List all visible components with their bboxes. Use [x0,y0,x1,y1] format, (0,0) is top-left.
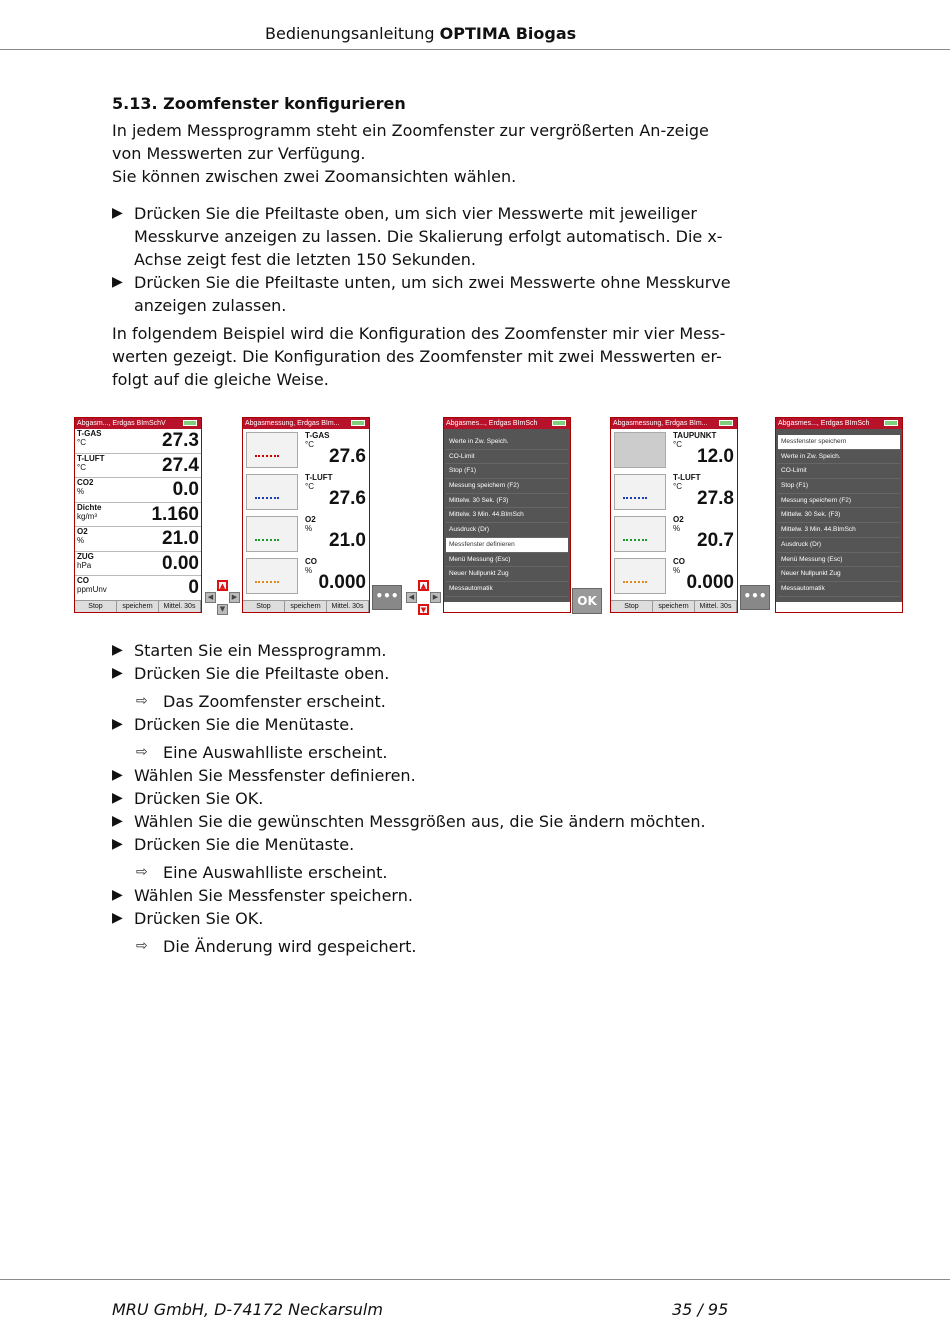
screen-measurement-list [74,417,202,613]
page-header [0,0,950,50]
example-line: In folgendem Beispiel wird die Konfiguration des Zoomfenster mir vier Mess- [112,324,726,343]
menu-item[interactable]: Werte in Zw. Speich. [778,450,900,465]
screen-title: Abgasm..., Erdgas BImSchV [75,418,201,429]
softkey-save[interactable]: speichern [117,601,159,612]
arrow-right-icon: ▶ [112,274,123,290]
arrow-right-key[interactable]: ▶ [229,592,240,603]
trend-graph [246,432,298,468]
header-title [265,24,576,43]
menu-item[interactable]: Messautomatik [778,582,900,597]
arrow-keypad [205,580,241,616]
softkey-save[interactable]: speichern [653,601,695,612]
softkey-stop[interactable]: Stop [611,601,653,612]
bullet-line: Drücken Sie die Pfeiltaste unten, um sich zwei Messwerte ohne Messkurve [134,273,731,292]
softkey-average[interactable]: Mittel. 30s [159,601,201,612]
softkey-stop[interactable]: Stop [75,601,117,612]
trend-graph [614,474,666,510]
screen-title: Abgasmes..., Erdgas BImSch [444,418,570,429]
trend-graph [246,516,298,552]
battery-icon [884,420,898,426]
result-item: ⇨ Das Zoomfenster erscheint. [136,692,386,711]
arrow-right-key[interactable]: ▶ [430,592,441,603]
intro-line: von Messwerten zur Verfügung. [112,144,366,163]
menu-item[interactable]: Mittelw. 30 Sek. (F3) [778,508,900,523]
arrow-right-icon: ▶ [112,836,123,852]
trend-graph [614,432,666,468]
menu-item[interactable]: Mittelw. 3 Min. 44.BImSch [446,508,568,523]
bullet-item [112,271,732,317]
page-number: 35 / 95 [672,1300,729,1319]
result-item: ⇨ Eine Auswahlliste erscheint. [136,863,388,882]
softkey-average[interactable]: Mittel. 30s [327,601,369,612]
step-item: ▶ Drücken Sie die Menütaste. [112,835,355,854]
screen-softkeys [243,600,369,612]
example-line: folgt auf die gleiche Weise. [112,370,329,389]
outline-arrow-icon: ⇨ [136,864,148,880]
value-row: CO2 % 0.0 [75,478,201,503]
outline-arrow-icon: ⇨ [136,693,148,709]
example-line: werten gezeigt. Die Konfiguration des Zoomfenster mit zwei Messwerten er- [112,347,722,366]
menu-item[interactable]: CO-Limit [446,450,568,465]
arrow-up-key[interactable]: ▲ [217,580,228,591]
menu-item[interactable]: Stop (F1) [446,464,568,479]
screen-zoom-four [242,417,370,613]
arrow-right-icon: ▶ [112,910,123,926]
menu-item[interactable]: Werte in Zw. Speich. [446,435,568,450]
value-row: Dichte kg/m³ 1.160 [75,503,201,528]
menu-key[interactable]: ••• [740,585,770,610]
header-title-prefix: Bedienungsanleitung [265,24,440,43]
menu-item[interactable]: Mittelw. 3 Min. 44.BImSch [778,523,900,538]
menu-item[interactable]: Ausdruck (Dr) [778,538,900,553]
step-list [112,639,732,958]
arrow-up-key[interactable]: ▲ [418,580,429,591]
arrow-left-key[interactable]: ◀ [406,592,417,603]
screen-menu-list [443,417,571,613]
arrow-right-icon: ▶ [112,205,123,221]
battery-icon [183,420,197,426]
arrow-right-icon: ▶ [112,642,123,658]
arrow-right-icon: ▶ [112,813,123,829]
zoom-row: TAUPUNKT °C 12.0 [611,429,737,471]
screen-menu-save [775,417,903,613]
footer-company: MRU GmbH, D-74172 Neckarsulm [112,1300,383,1319]
softkey-save[interactable]: speichern [285,601,327,612]
value-row: T-GAS °C 27.3 [75,429,201,454]
softkey-average[interactable]: Mittel. 30s [695,601,737,612]
result-item: ⇨ Eine Auswahlliste erscheint. [136,743,388,762]
step-item: ▶ Wählen Sie Messfenster definieren. [112,766,416,785]
menu-item[interactable]: Messung speichern (F2) [446,479,568,494]
trend-graph [614,516,666,552]
arrow-down-key[interactable]: ▼ [418,604,429,615]
menu-item[interactable]: Messung speichern (F2) [778,494,900,509]
intro-line: Sie können zwischen zwei Zoomansichten wählen. [112,167,517,186]
bullet-item [112,202,732,271]
menu-item[interactable]: Messautomatik [446,582,568,597]
menu-key[interactable]: ••• [372,585,402,610]
arrow-right-icon: ▶ [112,887,123,903]
screen-softkeys [611,600,737,612]
bullet-line: Drücken Sie die Pfeiltaste oben, um sich vier Messwerte mit jeweiliger [134,204,697,223]
section-title: 5.13. Zoomfenster konfigurieren [112,94,406,113]
menu-item[interactable]: Stop (F1) [778,479,900,494]
menu-item[interactable]: Menü Messung (Esc) [446,553,568,568]
bullet-line: anzeigen zulassen. [134,296,287,315]
arrow-right-icon: ▶ [112,790,123,806]
arrow-left-key[interactable]: ◀ [205,592,216,603]
arrow-right-icon: ▶ [112,665,123,681]
arrow-right-icon: ▶ [112,716,123,732]
value-row: CO ppmUnv 0 [75,576,201,601]
screen-title: Abgasmessung, Erdgas BIm... [243,418,369,429]
ok-key[interactable]: OK [572,588,602,614]
arrow-right-icon: ▶ [112,767,123,783]
menu-item[interactable]: Menü Messung (Esc) [778,553,900,568]
header-title-product: OPTIMA Biogas [439,24,577,43]
outline-arrow-icon: ⇨ [136,938,148,954]
step-item: ▶ Drücken Sie die Pfeiltaste oben. [112,664,390,683]
value-row: ZUG hPa 0.00 [75,552,201,577]
zoom-row: T-GAS °C 27.6 [243,429,369,471]
value-row: O2 % 21.0 [75,527,201,552]
battery-icon [351,420,365,426]
screen-title: Abgasmes..., Erdgas BImSch [776,418,902,429]
menu-item[interactable]: Neuer Nullpunkt Zug [446,567,568,582]
screen-zoom-four-edited [610,417,738,613]
trend-graph [246,474,298,510]
step-item: ▶ Drücken Sie OK. [112,909,264,928]
screen-title: Abgasmessung, Erdgas BIm... [611,418,737,429]
screenshot-strip [74,417,904,617]
section-content [112,92,732,391]
step-item: ▶ Wählen Sie Messfenster speichern. [112,886,413,905]
menu-item-selected[interactable]: Messfenster speichern [778,435,900,450]
step-item: ▶ Drücken Sie OK. [112,789,264,808]
zoom-row: O2 % 21.0 [243,513,369,555]
zoom-row: T-LUFT °C 27.6 [243,471,369,513]
outline-arrow-icon: ⇨ [136,744,148,760]
step-item: ▶ Starten Sie ein Messprogramm. [112,641,387,660]
bullet-line: Messkurve anzeigen zu lassen. Die Skalierung erfolgt automatisch. Die x- [134,227,723,246]
zoom-row: CO % 0.000 [611,555,737,597]
result-item: ⇨ Die Änderung wird gespeichert. [136,937,417,956]
menu-item[interactable]: CO-Limit [778,464,900,479]
trend-graph [614,558,666,594]
step-item: ▶ Wählen Sie die gewünschten Messgrößen aus, die Sie ändern möchten. [112,812,706,831]
value-row: T-LUFT °C 27.4 [75,454,201,479]
menu-item[interactable]: Neuer Nullpunkt Zug [778,567,900,582]
zoom-row: O2 % 20.7 [611,513,737,555]
menu-item[interactable]: Ausdruck (Dr) [446,523,568,538]
trend-graph [246,558,298,594]
step-item: ▶ Drücken Sie die Menütaste. [112,715,355,734]
footer-divider [0,1279,950,1280]
battery-icon [552,420,566,426]
intro-line: In jedem Messprogramm steht ein Zoomfenster zur vergrößerten An-zeige [112,121,709,140]
arrow-down-key[interactable]: ▼ [217,604,228,615]
bullet-line: Achse zeigt fest die letzten 150 Sekunden. [134,250,476,269]
screen-softkeys [75,600,201,612]
menu-list [776,429,902,602]
battery-icon [719,420,733,426]
menu-list [444,429,570,602]
arrow-keypad [406,580,442,616]
zoom-row: CO % 0.000 [243,555,369,597]
zoom-row: T-LUFT °C 27.8 [611,471,737,513]
menu-item[interactable]: Mittelw. 30 Sek. (F3) [446,494,568,509]
softkey-stop[interactable]: Stop [243,601,285,612]
menu-item-selected[interactable]: Messfenster definieren [446,538,568,553]
